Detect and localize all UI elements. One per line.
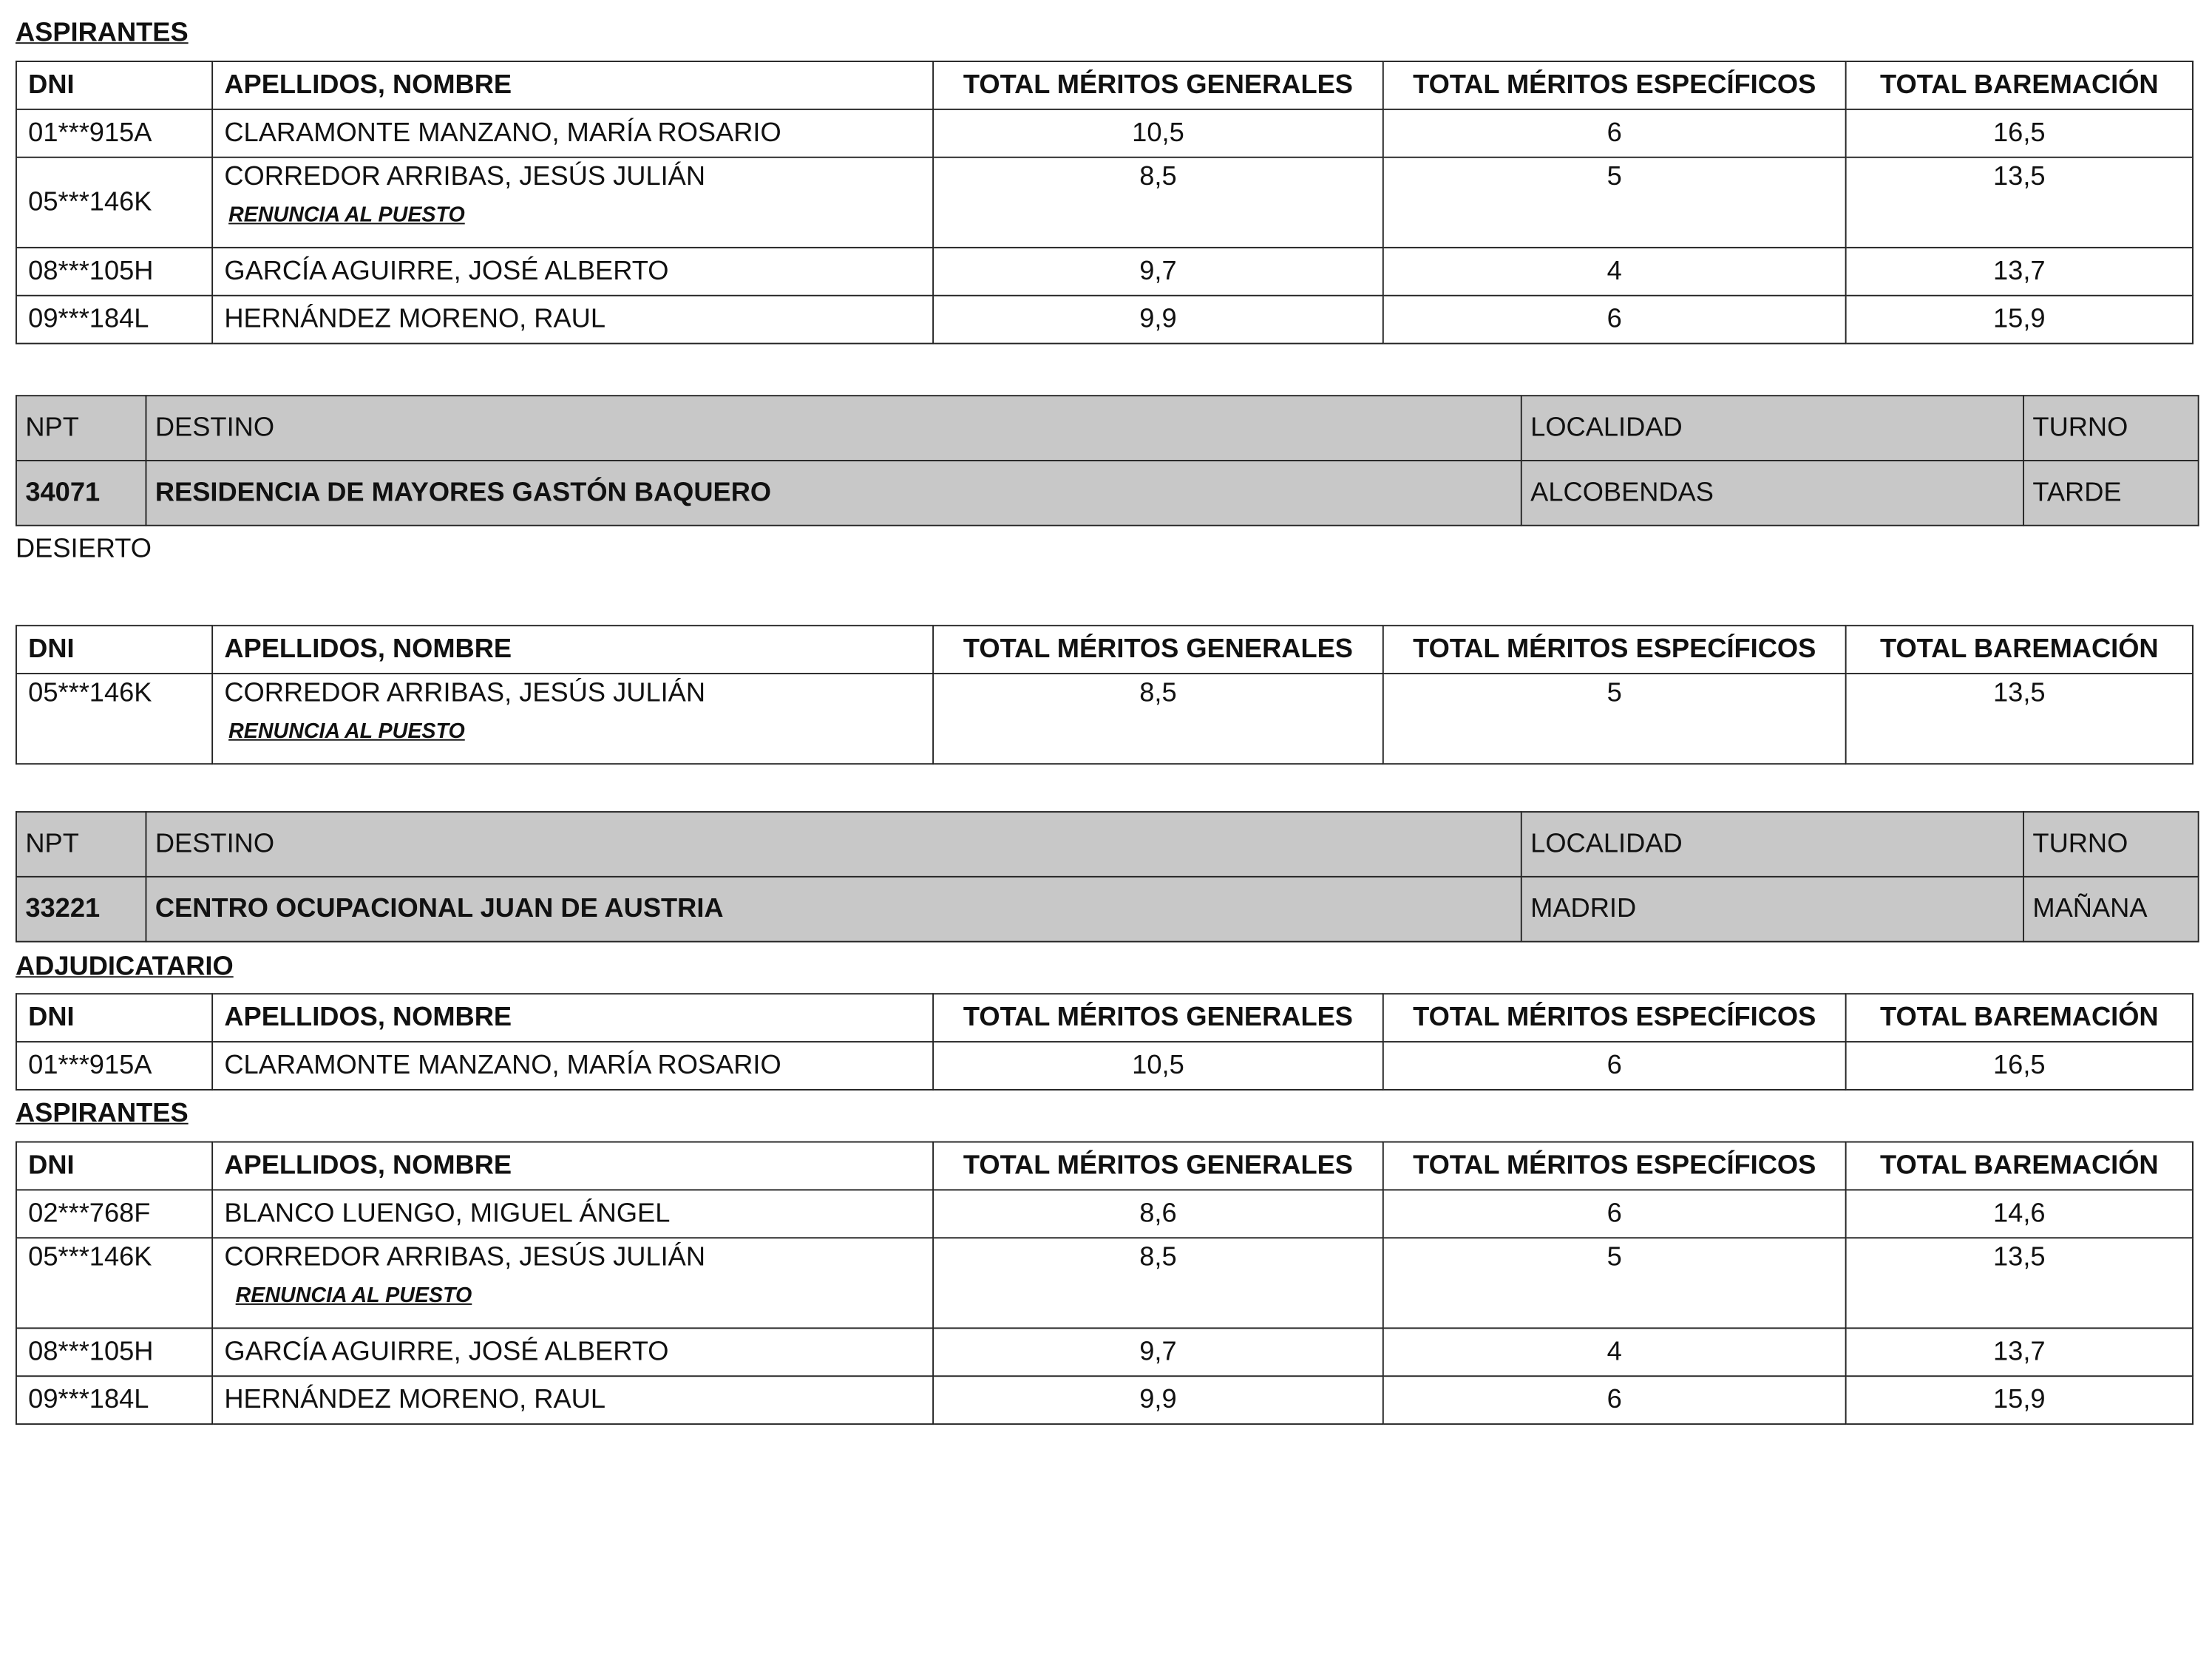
cell-especificos: 6 <box>1383 1376 1846 1424</box>
header-nombre: APELLIDOS, NOMBRE <box>212 994 933 1042</box>
cell-baremacion: 16,5 <box>1846 1042 2193 1090</box>
header-generales: TOTAL MÉRITOS GENERALES <box>933 994 1383 1042</box>
cell-dni: 01***915A <box>16 1042 212 1090</box>
cell-nombre <box>212 157 933 248</box>
cell-nombre: GARCÍA AGUIRRE, JOSÉ ALBERTO <box>212 1328 933 1376</box>
header-generales: TOTAL MÉRITOS GENERALES <box>933 1142 1383 1190</box>
candidates-table <box>16 625 2194 764</box>
cell-npt: 34071 <box>16 461 146 526</box>
header-baremacion: TOTAL BAREMACIÓN <box>1846 1142 2193 1190</box>
table-row <box>16 1376 2193 1424</box>
cell-baremacion: 13,5 <box>1846 674 2193 764</box>
candidate-name: CORREDOR ARRIBAS, JESÚS JULIÁN <box>224 162 706 192</box>
cell-dni: 02***768F <box>16 1190 212 1238</box>
cell-npt: 33221 <box>16 877 146 942</box>
cell-generales: 9,9 <box>933 296 1383 344</box>
header-dni: DNI <box>16 994 212 1042</box>
table-row <box>16 157 2193 248</box>
cell-especificos: 4 <box>1383 248 1846 296</box>
cell-nombre <box>212 1238 933 1328</box>
header-nombre: APELLIDOS, NOMBRE <box>212 1142 933 1190</box>
cell-generales: 9,7 <box>933 1328 1383 1376</box>
destination-row <box>16 461 2199 526</box>
header-baremacion: TOTAL BAREMACIÓN <box>1846 625 2193 674</box>
header-especificos: TOTAL MÉRITOS ESPECÍFICOS <box>1383 1142 1846 1190</box>
desierto-label: DESIERTO <box>15 535 152 565</box>
candidate-name: CORREDOR ARRIBAS, JESÚS JULIÁN <box>224 1242 706 1273</box>
cell-destino: CENTRO OCUPACIONAL JUAN DE AUSTRIA <box>146 877 1521 942</box>
destination-table <box>16 811 2199 942</box>
header-turno: TURNO <box>2023 812 2199 877</box>
header-generales: TOTAL MÉRITOS GENERALES <box>933 61 1383 109</box>
renuncia-note: RENUNCIA AL PUESTO <box>228 203 465 228</box>
cell-baremacion: 15,9 <box>1846 296 2193 344</box>
cell-baremacion: 13,5 <box>1846 157 2193 248</box>
table-header-row <box>16 61 2193 109</box>
cell-especificos: 6 <box>1383 109 1846 157</box>
cell-turno: MAÑANA <box>2023 877 2199 942</box>
destination-row <box>16 877 2199 942</box>
cell-dni: 09***184L <box>16 1376 212 1424</box>
table-row <box>16 1238 2193 1328</box>
header-baremacion: TOTAL BAREMACIÓN <box>1846 994 2193 1042</box>
cell-dni: 05***146K <box>16 1238 212 1328</box>
header-dni: DNI <box>16 1142 212 1190</box>
cell-dni: 01***915A <box>16 109 212 157</box>
header-dni: DNI <box>16 61 212 109</box>
header-localidad: LOCALIDAD <box>1521 396 2023 461</box>
cell-dni: 05***146K <box>16 674 212 764</box>
header-especificos: TOTAL MÉRITOS ESPECÍFICOS <box>1383 994 1846 1042</box>
destination-header-row <box>16 812 2199 877</box>
table-header-row <box>16 1142 2193 1190</box>
cell-generales: 10,5 <box>933 109 1383 157</box>
table-row <box>16 248 2193 296</box>
cell-nombre <box>212 674 933 764</box>
candidate-name: CORREDOR ARRIBAS, JESÚS JULIÁN <box>224 678 706 708</box>
header-baremacion: TOTAL BAREMACIÓN <box>1846 61 2193 109</box>
cell-generales: 10,5 <box>933 1042 1383 1090</box>
candidates-table <box>16 993 2194 1091</box>
cell-nombre: CLARAMONTE MANZANO, MARÍA ROSARIO <box>212 109 933 157</box>
cell-generales: 8,5 <box>933 674 1383 764</box>
cell-especificos: 6 <box>1383 296 1846 344</box>
header-destino: DESTINO <box>146 396 1521 461</box>
cell-especificos: 6 <box>1383 1190 1846 1238</box>
cell-localidad: ALCOBENDAS <box>1521 461 2023 526</box>
renuncia-note: RENUNCIA AL PUESTO <box>228 719 465 744</box>
cell-generales: 9,9 <box>933 1376 1383 1424</box>
cell-especificos: 5 <box>1383 674 1846 764</box>
cell-baremacion: 13,7 <box>1846 248 2193 296</box>
header-destino: DESTINO <box>146 812 1521 877</box>
cell-dni: 08***105H <box>16 1328 212 1376</box>
cell-turno: TARDE <box>2023 461 2199 526</box>
header-especificos: TOTAL MÉRITOS ESPECÍFICOS <box>1383 625 1846 674</box>
cell-nombre: CLARAMONTE MANZANO, MARÍA ROSARIO <box>212 1042 933 1090</box>
table-row <box>16 109 2193 157</box>
cell-baremacion: 16,5 <box>1846 109 2193 157</box>
cell-generales: 8,5 <box>933 1238 1383 1328</box>
table-row <box>16 1328 2193 1376</box>
cell-baremacion: 15,9 <box>1846 1376 2193 1424</box>
header-npt: NPT <box>16 812 146 877</box>
cell-localidad: MADRID <box>1521 877 2023 942</box>
cell-nombre: HERNÁNDEZ MORENO, RAUL <box>212 296 933 344</box>
cell-generales: 9,7 <box>933 248 1383 296</box>
header-especificos: TOTAL MÉRITOS ESPECÍFICOS <box>1383 61 1846 109</box>
cell-destino: RESIDENCIA DE MAYORES GASTÓN BAQUERO <box>146 461 1521 526</box>
renuncia-note: RENUNCIA AL PUESTO <box>235 1283 472 1308</box>
cell-baremacion: 13,7 <box>1846 1328 2193 1376</box>
header-nombre: APELLIDOS, NOMBRE <box>212 625 933 674</box>
header-nombre: APELLIDOS, NOMBRE <box>212 61 933 109</box>
cell-generales: 8,5 <box>933 157 1383 248</box>
cell-baremacion: 13,5 <box>1846 1238 2193 1328</box>
header-turno: TURNO <box>2023 396 2199 461</box>
section-label-adjudicatario: ADJUDICATARIO <box>15 952 234 982</box>
cell-nombre: HERNÁNDEZ MORENO, RAUL <box>212 1376 933 1424</box>
header-dni: DNI <box>16 625 212 674</box>
cell-nombre: GARCÍA AGUIRRE, JOSÉ ALBERTO <box>212 248 933 296</box>
table-row <box>16 1042 2193 1090</box>
section-label-aspirantes: ASPIRANTES <box>15 1099 189 1129</box>
cell-especificos: 5 <box>1383 1238 1846 1328</box>
candidates-table <box>16 61 2194 345</box>
header-localidad: LOCALIDAD <box>1521 812 2023 877</box>
table-row <box>16 296 2193 344</box>
cell-especificos: 5 <box>1383 157 1846 248</box>
table-header-row <box>16 994 2193 1042</box>
destination-header-row <box>16 396 2199 461</box>
cell-generales: 8,6 <box>933 1190 1383 1238</box>
table-row <box>16 1190 2193 1238</box>
candidates-table <box>16 1142 2194 1425</box>
cell-dni: 05***146K <box>16 157 212 248</box>
section-label-aspirantes: ASPIRANTES <box>15 18 189 48</box>
cell-dni: 09***184L <box>16 296 212 344</box>
cell-baremacion: 14,6 <box>1846 1190 2193 1238</box>
cell-dni: 08***105H <box>16 248 212 296</box>
table-header-row <box>16 625 2193 674</box>
header-generales: TOTAL MÉRITOS GENERALES <box>933 625 1383 674</box>
cell-nombre: BLANCO LUENGO, MIGUEL ÁNGEL <box>212 1190 933 1238</box>
cell-especificos: 6 <box>1383 1042 1846 1090</box>
cell-especificos: 4 <box>1383 1328 1846 1376</box>
header-npt: NPT <box>16 396 146 461</box>
table-row <box>16 674 2193 764</box>
destination-table <box>16 395 2199 526</box>
